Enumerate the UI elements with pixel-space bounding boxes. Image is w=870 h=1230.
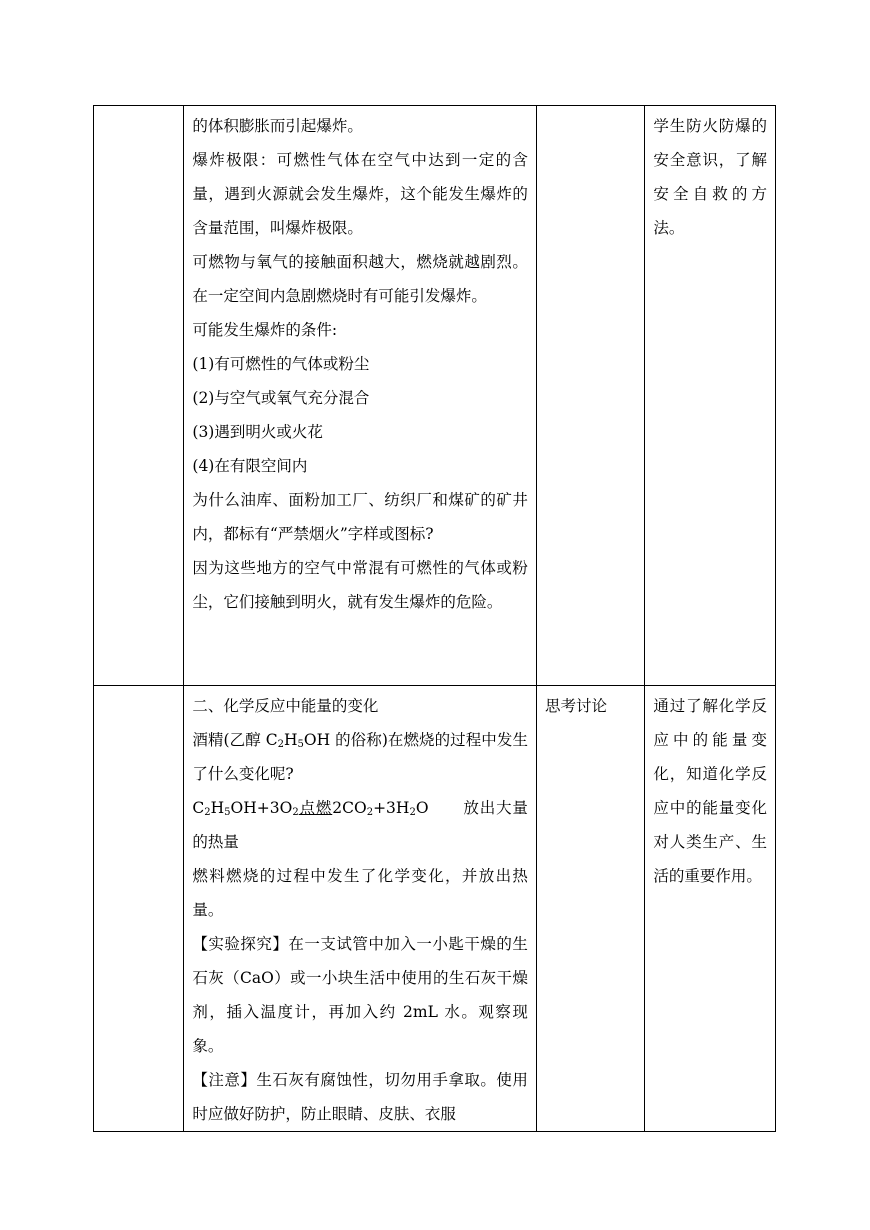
- content-paragraph: 可燃物与氧气的接触面积越大，燃烧就越剧烈。在一定空间内急剧燃烧时有可能引发爆炸。: [192, 253, 528, 305]
- table-row: [94, 106, 776, 686]
- reaction-condition: 点燃: [298, 799, 333, 817]
- lesson-plan-table: [93, 105, 776, 1132]
- experiment-paragraph: 【实验探究】在一支试管中加入一小匙干燥的生石灰（CaO）或一小块生活中使用的生石灰干燥剂，插入温度计，再加入约 2mL 水。观察现象。: [192, 935, 528, 1055]
- question-paragraph: 酒精(乙醇 $C_2H_5OH$ 的俗称)在燃烧的过程中发生了什么变化呢?: [192, 731, 528, 783]
- activity-cell: [536, 686, 644, 1132]
- intent-text: 学生防火防爆的安全意识，了解安全自救的方法。: [653, 117, 767, 237]
- intent-text: 通过了解化学反应中的能量变化，知道化学反应中的能量变化对人类生产、生活的重要作用。: [653, 697, 767, 885]
- content-paragraph: (1)有可燃性的气体或粉尘: [192, 355, 370, 373]
- content-paragraph: 可能发生爆炸的条件:: [192, 321, 338, 339]
- content-cell: [184, 686, 537, 1132]
- combustion-equation: $C_2H_5OH+3O_2$点燃$2CO_2+3H_2O$ 放出大量的热量: [192, 799, 528, 851]
- content-paragraph: 为什么油库、面粉加工厂、纺织厂和煤矿的矿井内，都标有“严禁烟火”字样或图标?: [192, 491, 528, 543]
- content-paragraph: 因为这些地方的空气中常混有可燃性的气体或粉尘，它们接触到明火，就有发生爆炸的危险。: [192, 559, 528, 611]
- content-paragraph: (2)与空气或氧气充分混合: [192, 389, 370, 407]
- activity-cell: [536, 106, 644, 686]
- content-paragraph: 燃料燃烧的过程中发生了化学变化，并放出热量。: [192, 867, 528, 919]
- intent-cell: [645, 686, 776, 1132]
- stage-cell: [94, 686, 184, 1132]
- table-row: [94, 686, 776, 1132]
- activity-text: 思考讨论: [544, 697, 607, 715]
- stage-cell: [94, 106, 184, 686]
- note-paragraph: 【注意】生石灰有腐蚀性，切勿用手拿取。使用时应做好防护，防止眼睛、皮肤、衣服: [192, 1071, 528, 1123]
- content-cell: [184, 106, 537, 686]
- content-paragraph: (4)在有限空间内: [192, 457, 308, 475]
- equation-note: 放出大量的热量: [192, 799, 528, 851]
- content-paragraph: 的体积膨胀而引起爆炸。: [192, 117, 363, 135]
- section-heading: 二、化学反应中能量的变化: [192, 697, 379, 715]
- content-paragraph: (3)遇到明火或火花: [192, 423, 323, 441]
- content-paragraph: 爆炸极限：可燃性气体在空气中达到一定的含量，遇到火源就会发生爆炸，这个能发生爆炸的含量范围，叫爆炸极限。: [192, 151, 528, 237]
- intent-cell: [645, 106, 776, 686]
